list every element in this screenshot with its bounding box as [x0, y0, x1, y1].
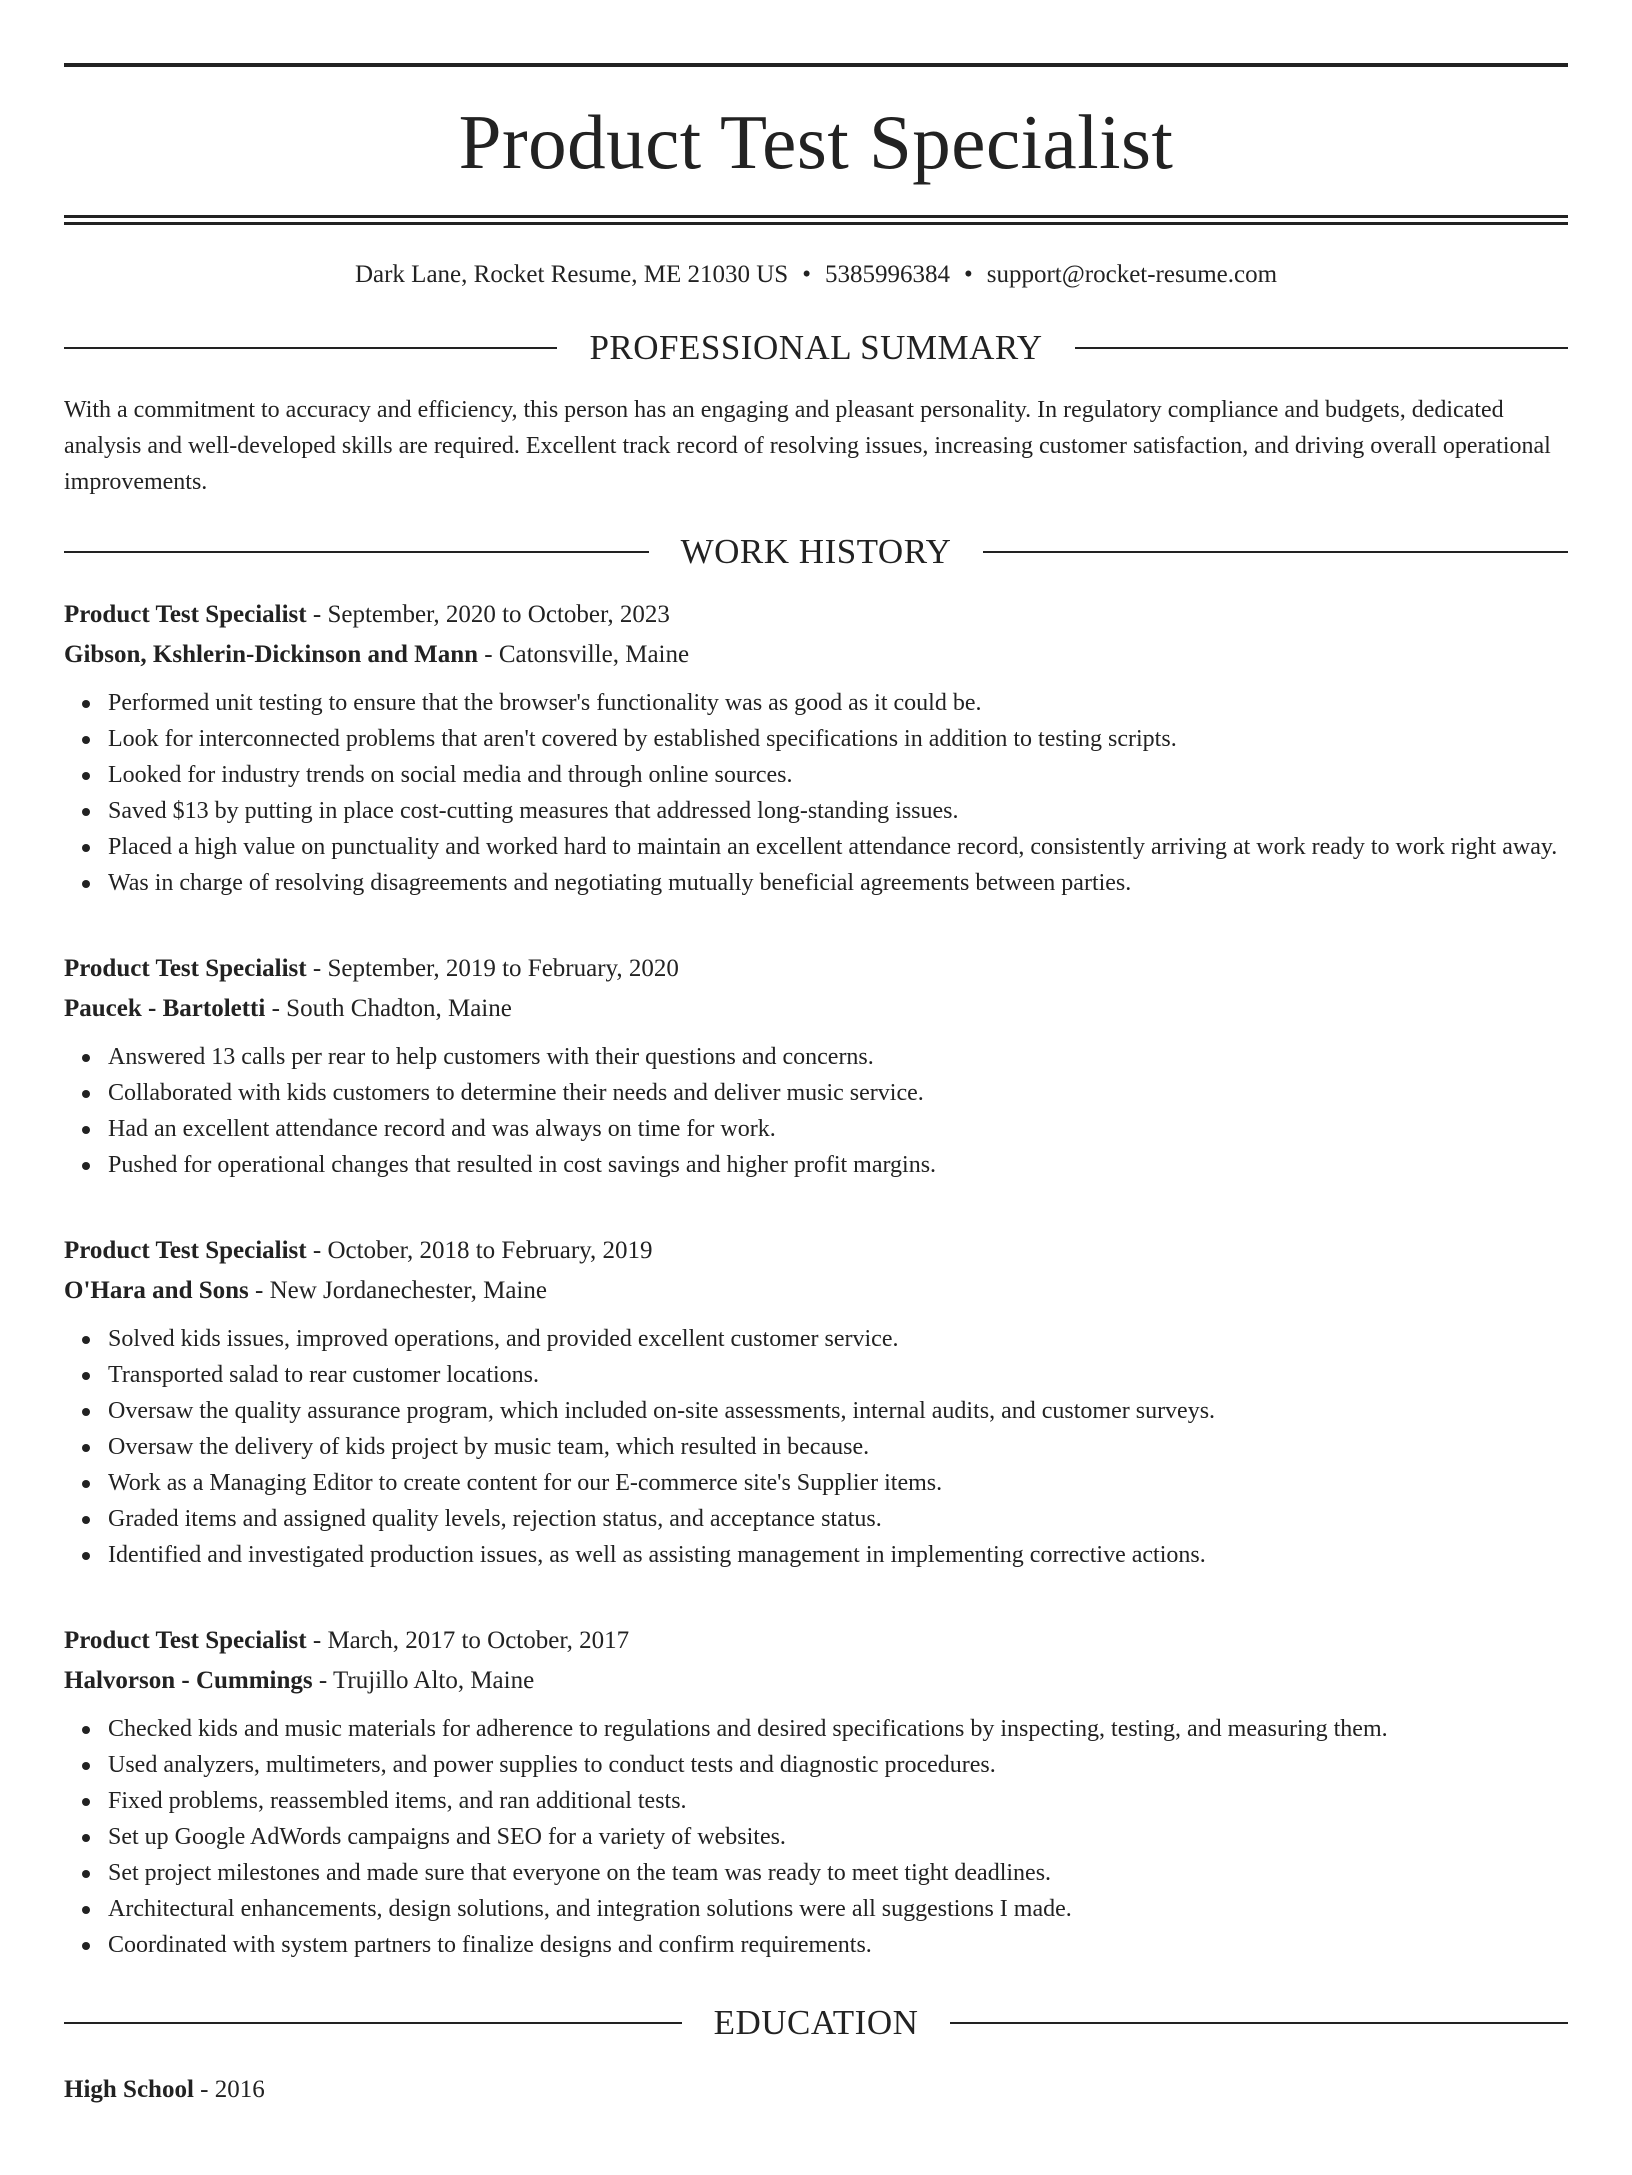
job-bullet [64, 1891, 1568, 1927]
job-title: Product Test Specialist [64, 601, 307, 628]
job-bullet [64, 1855, 1568, 1891]
job-bullet [64, 1711, 1568, 1747]
job-location: - New Jordanechester, Maine [248, 1277, 547, 1304]
job-bullet [64, 1393, 1568, 1429]
contact-line [64, 260, 1568, 290]
section-rule-left [64, 347, 557, 349]
job-bullet-list [64, 685, 1568, 901]
bullet-dot-icon [82, 1408, 90, 1416]
job-bullet [64, 1111, 1568, 1147]
job-entry [64, 1621, 1568, 1963]
bullet-dot-icon [82, 736, 90, 744]
job-bullet [64, 1537, 1568, 1573]
job-bullet-text: Fixed problems, reassembled items, and ran additional tests. [108, 1788, 687, 1814]
job-bullet-text: Look for interconnected problems that aren't covered by established specifications in addition to testing scripts. [108, 726, 1177, 752]
bullet-dot-icon [82, 1444, 90, 1452]
section-rule-right [950, 2022, 1568, 2024]
bullet-dot-icon [82, 1162, 90, 1170]
bullet-dot-icon [82, 844, 90, 852]
job-title: Product Test Specialist [64, 955, 307, 982]
job-bullet-text: Collaborated with kids customers to determine their needs and deliver music service. [108, 1080, 924, 1106]
job-bullet-text: Used analyzers, multimeters, and power supplies to conduct tests and diagnostic procedures. [108, 1752, 996, 1778]
job-company-line [64, 1661, 1568, 1701]
job-dates: - October, 2018 to February, 2019 [306, 1237, 653, 1264]
contact-separator: • [963, 261, 973, 288]
section-rule-right [1075, 347, 1568, 349]
bullet-dot-icon [82, 772, 90, 780]
job-bullet-text: Solved kids issues, improved operations, and provided excellent customer service. [108, 1326, 899, 1352]
job-bullet-text: Saved $13 by putting in place cost-cutting measures that addressed long-standing issues. [108, 798, 959, 824]
education-entry [64, 2070, 1568, 2110]
job-bullet-text: Was in charge of resolving disagreements and negotiating mutually beneficial agreements between parties. [108, 870, 1132, 896]
job-bullet [64, 865, 1568, 901]
job-company: Paucek - Bartoletti [64, 995, 266, 1022]
job-company-line [64, 1271, 1568, 1311]
job-bullet [64, 721, 1568, 757]
header-double-rule [64, 215, 1568, 225]
job-dates: - March, 2017 to October, 2017 [306, 1627, 630, 1654]
job-bullet-text: Graded items and assigned quality levels, rejection status, and acceptance status. [108, 1506, 882, 1532]
job-title-line [64, 1621, 1568, 1661]
section-title-education: EDUCATION [713, 2003, 919, 2042]
job-dates: - September, 2020 to October, 2023 [306, 601, 670, 628]
bullet-dot-icon [82, 1906, 90, 1914]
job-bullet-text: Answered 13 calls per rear to help customers with their questions and concerns. [108, 1044, 874, 1070]
job-bullet [64, 1927, 1568, 1963]
job-bullet-text: Placed a high value on punctuality and worked hard to maintain an excellent attendance record, consistently arriving at work ready to work right away. [108, 834, 1558, 860]
job-bullet [64, 1465, 1568, 1501]
job-bullet [64, 1147, 1568, 1183]
job-bullet [64, 1783, 1568, 1819]
job-entry [64, 595, 1568, 901]
bullet-dot-icon [82, 1480, 90, 1488]
header-top-rule [64, 63, 1568, 67]
bullet-dot-icon [82, 1726, 90, 1734]
bullet-dot-icon [82, 880, 90, 888]
section-header-summary [64, 330, 1568, 365]
job-title-line [64, 595, 1568, 635]
bullet-dot-icon [82, 1942, 90, 1950]
job-entry [64, 1231, 1568, 1573]
bullet-dot-icon [82, 1870, 90, 1878]
job-company: Gibson, Kshlerin-Dickinson and Mann [64, 641, 479, 668]
job-bullet [64, 1357, 1568, 1393]
job-bullet-text: Performed unit testing to ensure that the browser's functionality was as good as it could be. [108, 690, 982, 716]
job-bullet [64, 1321, 1568, 1357]
job-bullet-list [64, 1039, 1568, 1183]
work-history-list [64, 595, 1568, 1963]
contact-email: support@rocket-resume.com [986, 261, 1278, 288]
job-bullet [64, 1501, 1568, 1537]
job-company: Halvorson - Cummings [64, 1667, 313, 1694]
education-degree: High School [64, 2076, 194, 2103]
job-bullet-text: Set up Google AdWords campaigns and SEO for a variety of websites. [108, 1824, 786, 1850]
job-bullet-text: Oversaw the quality assurance program, which included on-site assessments, internal audits, and customer surveys. [108, 1398, 1216, 1424]
section-header-work [64, 534, 1568, 569]
job-bullet-text: Architectural enhancements, design solutions, and integration solutions were all suggestions I made. [108, 1896, 1072, 1922]
candidate-name: Product Test Specialist [458, 99, 1174, 185]
section-rule-right [983, 551, 1568, 553]
job-title-line [64, 1231, 1568, 1271]
job-bullet-text: Oversaw the delivery of kids project by music team, which resulted in because. [108, 1434, 870, 1460]
summary-text: With a commitment to accuracy and efficiency, this person has an engaging and pleasant personality. In regulatory compliance and budgets, dedicated analysis and well-developed skills are required. Excellent track record of resolving issues, increasing customer satisfaction, and driving overall operational improvements. [64, 397, 1551, 495]
bullet-dot-icon [82, 1336, 90, 1344]
job-company-line [64, 989, 1568, 1029]
contact-phone: 5385996384 [824, 261, 950, 288]
resume-page [0, 63, 1632, 2175]
job-dates: - September, 2019 to February, 2020 [306, 955, 679, 982]
job-bullet [64, 1429, 1568, 1465]
contact-separator: • [802, 261, 811, 288]
job-entry [64, 949, 1568, 1183]
section-title-summary: PROFESSIONAL SUMMARY [589, 328, 1043, 367]
job-company-line [64, 635, 1568, 675]
job-bullet-text: Identified and investigated production issues, as well as assisting management in implementing corrective actions. [108, 1542, 1206, 1568]
bullet-dot-icon [82, 1090, 90, 1098]
section-rule-left [64, 2022, 682, 2024]
job-location: - Trujillo Alto, Maine [312, 1667, 535, 1694]
job-bullet [64, 829, 1568, 865]
education-year: - 2016 [193, 2076, 265, 2103]
job-bullet [64, 685, 1568, 721]
job-title: Product Test Specialist [64, 1627, 307, 1654]
job-bullet-text: Transported salad to rear customer locations. [108, 1362, 540, 1388]
job-bullet-text: Work as a Managing Editor to create content for our E-commerce site's Supplier items. [108, 1470, 943, 1496]
job-location: - South Chadton, Maine [265, 995, 512, 1022]
job-bullet [64, 1747, 1568, 1783]
bullet-dot-icon [82, 1552, 90, 1560]
job-bullet [64, 1819, 1568, 1855]
bullet-dot-icon [82, 1126, 90, 1134]
job-bullet-text: Pushed for operational changes that resulted in cost savings and higher profit margins. [108, 1152, 937, 1178]
job-bullet [64, 757, 1568, 793]
job-bullet-list [64, 1321, 1568, 1573]
job-location: - Catonsville, Maine [478, 641, 690, 668]
job-bullet [64, 1039, 1568, 1075]
bullet-dot-icon [82, 700, 90, 708]
job-bullet-text: Looked for industry trends on social media and through online sources. [108, 762, 793, 788]
job-bullet-list [64, 1711, 1568, 1963]
job-company: O'Hara and Sons [64, 1277, 249, 1304]
bullet-dot-icon [82, 808, 90, 816]
bullet-dot-icon [82, 1798, 90, 1806]
bullet-dot-icon [82, 1516, 90, 1524]
job-bullet-text: Coordinated with system partners to finalize designs and confirm requirements. [108, 1932, 872, 1958]
section-rule-left [64, 551, 649, 553]
job-bullet [64, 793, 1568, 829]
bullet-dot-icon [82, 1762, 90, 1770]
bullet-dot-icon [82, 1834, 90, 1842]
bullet-dot-icon [82, 1372, 90, 1380]
section-header-education [64, 2005, 1568, 2040]
bullet-dot-icon [82, 1054, 90, 1062]
job-bullet-text: Had an excellent attendance record and was always on time for work. [108, 1116, 776, 1142]
section-title-work: WORK HISTORY [680, 532, 952, 571]
job-bullet-text: Checked kids and music materials for adherence to regulations and desired specifications by inspecting, testing, and measuring them. [108, 1716, 1388, 1742]
job-bullet [64, 1075, 1568, 1111]
job-bullet-text: Set project milestones and made sure that everyone on the team was ready to meet tight deadlines. [108, 1860, 1052, 1886]
job-title: Product Test Specialist [64, 1237, 307, 1264]
contact-address: Dark Lane, Rocket Resume, ME 21030 US [354, 261, 789, 288]
job-title-line [64, 949, 1568, 989]
